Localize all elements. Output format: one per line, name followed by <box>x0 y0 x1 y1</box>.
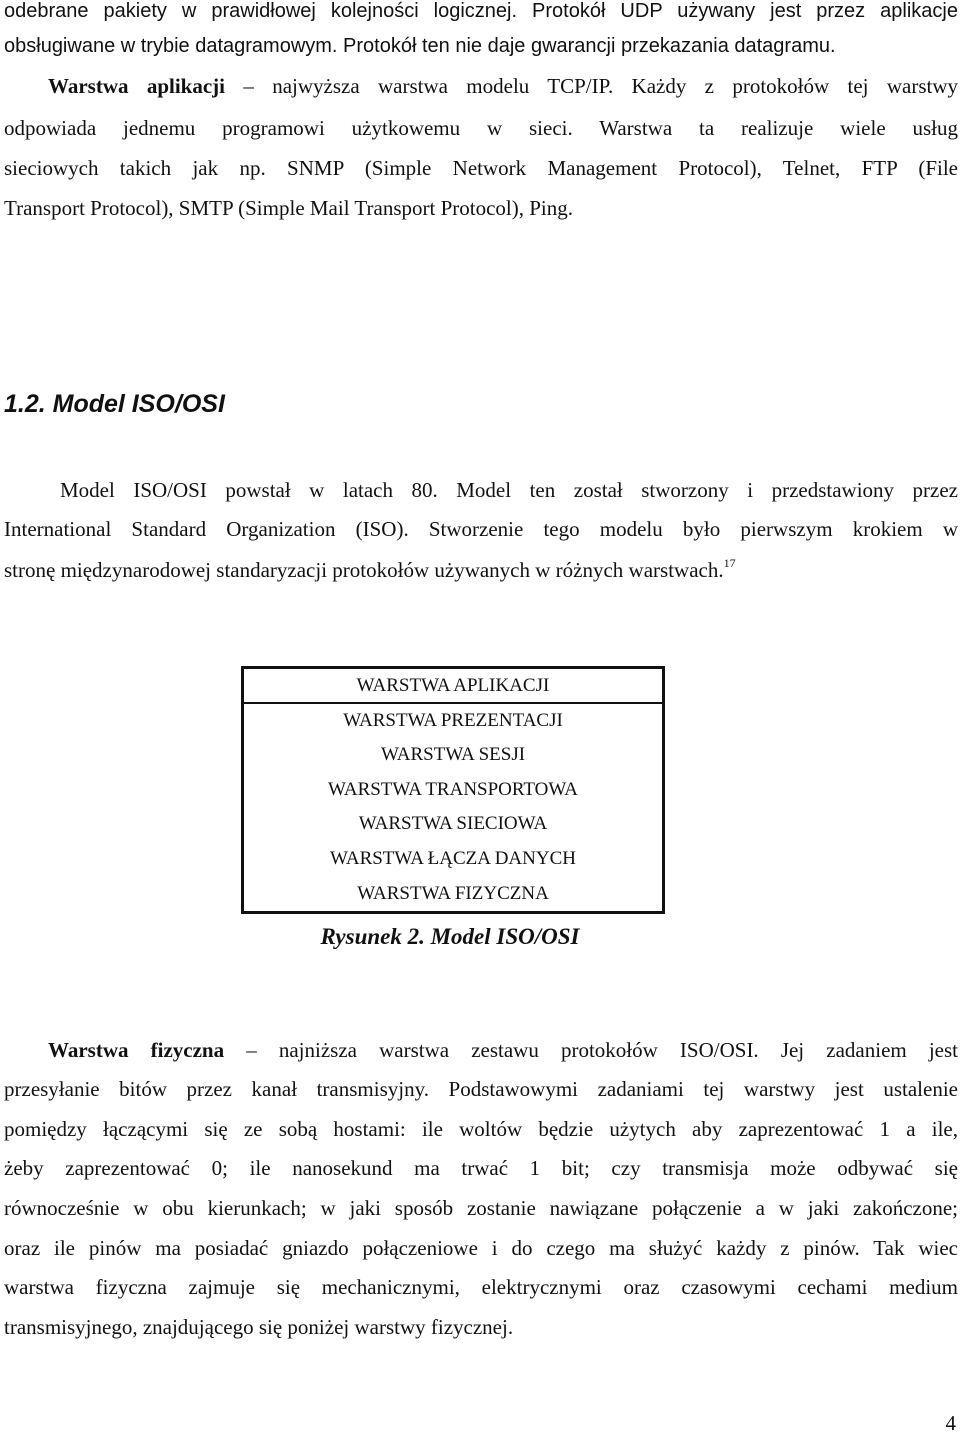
intro-line-1: Model ISO/OSI powstał w latach 80. Model ten został stworzony i przedstawiony przez <box>60 478 958 502</box>
top-line-5: sieciowych takich jak np. SNMP (Simple Network Management Protocol), Telnet, FTP (File <box>4 156 958 180</box>
top-line-4: odpowiada jednemu programowi użytkowemu w sieci. Warstwa ta realizuje wiele usług <box>4 116 958 140</box>
intro-line-3-text: stronę międzynarodowej standaryzacji protokołów używanych w różnych warstwach. <box>4 558 724 582</box>
top-line-2: obsługiwane w trybie datagramowym. Protokół ten nie daje gwarancji przekazania datagramu. <box>4 35 836 57</box>
physical-line-7: warstwa fizyczna zajmuje się mechanicznymi, elektrycznymi oraz czasowymi cechami medium <box>4 1275 958 1299</box>
osi-layer-transport: WARSTWA TRANSPORTOWA <box>328 778 578 800</box>
top-line-3 <box>48 73 958 99</box>
top-line-3-rest: – najwyższa warstwa modelu TCP/IP. Każdy z protokołów tej warstwy <box>243 74 958 98</box>
intro-line-3 <box>4 557 958 583</box>
osi-layer-physical: WARSTWA FIZYCZNA <box>357 882 549 904</box>
footnote-ref: 17 <box>723 556 736 570</box>
term-warstwa-aplikacji: Warstwa aplikacji <box>48 74 226 98</box>
top-line-6: Transport Protocol), SMTP (Simple Mail Transport Protocol), Ping. <box>4 196 573 220</box>
osi-layer-presentation: WARSTWA PREZENTACJI <box>343 709 563 731</box>
physical-line-4: żeby zaprezentować 0; ile nanosekund ma trwać 1 bit; czy transmisja może odbywać się <box>4 1156 958 1180</box>
osi-layer-network: WARSTWA SIECIOWA <box>358 813 548 835</box>
osi-layer-session: WARSTWA SESJI <box>380 744 526 766</box>
physical-line-8: transmisyjnego, znajdującego się poniżej warstwy fizycznej. <box>4 1315 514 1339</box>
physical-line-1 <box>48 1037 958 1063</box>
physical-line-1-rest: – najniższa warstwa zestawu protokołów ISO/OSI. Jej zadaniem jest <box>246 1038 959 1062</box>
intro-line-2: International Standard Organization (ISO). Stworzenie tego modelu było pierwszym krokiem w <box>4 517 958 541</box>
top-line-1: odebrane pakiety w prawidłowej kolejności logicznej. Protokół UDP używany jest przez aplikacje <box>4 0 958 22</box>
physical-line-6: oraz ile pinów ma posiadać gniazdo połączeniowe i do czego ma służyć każdy z pinów. Tak wiec <box>4 1236 958 1260</box>
section-heading: 1.2. Model ISO/OSI <box>4 390 225 418</box>
figure-caption: Rysunek 2. Model ISO/OSI <box>320 924 580 949</box>
physical-line-3: pomiędzy łączącymi się ze sobą hostami: ile woltów będzie użytych aby zaprezentować 1 a ile, <box>4 1117 958 1141</box>
osi-layer-data-link: WARSTWA ŁĄCZA DANYCH <box>330 847 576 869</box>
osi-layers-figure <box>241 666 665 914</box>
osi-layer-application: WARSTWA APLIKACJI <box>244 669 662 704</box>
term-warstwa-fizyczna: Warstwa fizyczna <box>48 1038 225 1062</box>
physical-line-2: przesyłanie bitów przez kanał transmisyjny. Podstawowymi zadaniami tej warstwy jest ustalenie <box>4 1077 958 1101</box>
physical-line-5: równocześnie w obu kierunkach; w jaki sposób zostanie nawiązane połączenie a w jaki zakończone; <box>4 1196 958 1220</box>
page-number: 4 <box>945 1411 956 1435</box>
